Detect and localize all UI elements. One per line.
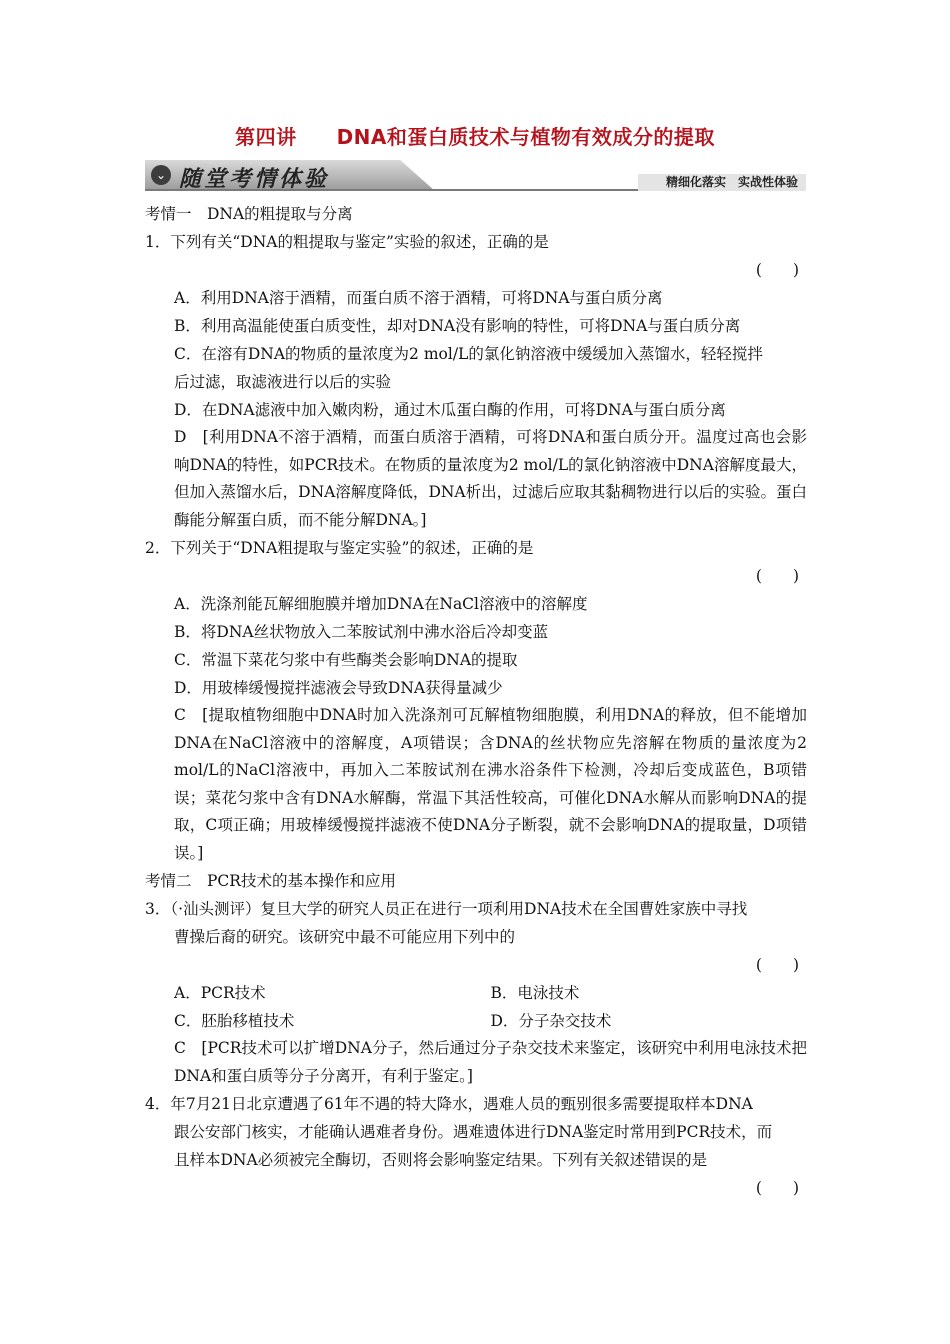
answer-explanation: D [利用DNA不溶于酒精，而蛋白质溶于酒精，可将DNA和蛋白质分开。温度过高也会影响DNA的特性，如PCR技术。在物质的量浓度为2 mol/L的氯化钠溶液中DNA溶解度最大，但加入蒸馏水后，DNA溶解度降低，DNA析出，过滤后应取其黏稠物进行以后的实验。蛋白酶能分解蛋白质，而不能分解DNA。] — [174, 428, 807, 529]
page-title — [0, 121, 950, 150]
answer-explanation: C [PCR技术可以扩增DNA分子，然后通过分子杂交技术来鉴定，该研究中利用电泳技术把DNA和蛋白质等分子分离开，有利于鉴定。] — [174, 1039, 807, 1085]
question-stem: 2．下列关于“DNA粗提取与鉴定实验”的叙述，正确的是 — [145, 539, 534, 557]
option: D．用玻棒缓慢搅拌滤液会导致DNA获得量减少 — [174, 679, 503, 697]
option: 后过滤，取滤液进行以后的实验 — [174, 373, 392, 391]
section-banner — [145, 160, 806, 193]
lecture-number: 第四讲 — [235, 125, 297, 149]
answer-blank: ( ) — [755, 1179, 799, 1197]
option: D．分子杂交技术 — [490, 1012, 612, 1030]
option: D．在DNA滤液中加入嫩肉粉，通过木瓜蛋白酶的作用，可将DNA与蛋白质分离 — [174, 401, 726, 419]
question-stem: 4．年7月21日北京遭遇了61年不遇的特大降水，遇难人员的甄别很多需要提取样本DNA — [145, 1095, 753, 1113]
option: C．在溶有DNA的物质的量浓度为2 mol/L的氯化钠溶液中缓缓加入蒸馏水，轻轻搅拌 — [174, 345, 763, 363]
question-stem-cont: 且样本DNA必须被完全酶切，否则将会影响鉴定结果。下列有关叙述错误的是 — [174, 1151, 708, 1169]
chevron-down-icon: ⌄ — [151, 165, 171, 185]
option: C．胚胎移植技术 — [174, 1012, 295, 1030]
answer-explanation: C [提取植物细胞中DNA时加入洗涤剂可瓦解植物细胞膜，利用DNA的释放，但不能增加DNA在NaCl溶液中的溶解度，A项错误；含DNA的丝状物应先溶解在物质的量浓度为2 mol/L的NaCl溶液中，再加入二苯胺试剂在沸水浴条件下检测，冷却后变成蓝色，B项错误；菜花匀浆中含有DNA水解酶，常温下其活性较高，可催化DNA水解从而影响DNA的提取，C项正确；用玻棒缓慢搅拌滤液不使DNA分子断裂，就不会影响DNA的提取量，D项错误。] — [174, 706, 807, 862]
option: C．常温下菜花匀浆中有些酶类会影响DNA的提取 — [174, 651, 518, 669]
option-row — [145, 1007, 807, 1035]
option-row — [145, 979, 807, 1007]
option: B．利用高温能使蛋白质变性，却对DNA没有影响的特性，可将DNA与蛋白质分离 — [174, 317, 741, 335]
question-stem: 3．（·汕头测评）复旦大学的研究人员正在进行一项利用DNA技术在全国曹姓家族中寻找 — [145, 900, 748, 918]
answer-blank: ( ) — [755, 567, 799, 585]
option: A．洗涤剂能瓦解细胞膜并增加DNA在NaCl溶液中的溶解度 — [174, 595, 588, 613]
banner-subtitle: 精细化落实 实战性体验 — [638, 174, 806, 191]
section-heading: 考情一 DNA的粗提取与分离 — [145, 205, 353, 223]
question-stem-cont: 跟公安部门核实，才能确认遇难者身份。遇难遗体进行DNA鉴定时常用到PCR技术，而 — [174, 1123, 773, 1141]
question-stem-cont: 曹操后裔的研究。该研究中最不可能应用下列中的 — [174, 928, 516, 946]
lecture-topic: DNA和蛋白质技术与植物有效成分的提取 — [336, 125, 715, 149]
banner-title: 随堂考情体验 — [179, 167, 330, 192]
document-body — [145, 200, 807, 1202]
option: A．利用DNA溶于酒精，而蛋白质不溶于酒精，可将DNA与蛋白质分离 — [174, 289, 663, 307]
question-stem: 1．下列有关“DNA的粗提取与鉴定”实验的叙述，正确的是 — [145, 233, 549, 251]
section-heading: 考情二 PCR技术的基本操作和应用 — [145, 872, 396, 890]
option: B．将DNA丝状物放入二苯胺试剂中沸水浴后冷却变蓝 — [174, 623, 549, 641]
option: B．电泳技术 — [490, 984, 580, 1002]
answer-blank: ( ) — [755, 261, 799, 279]
answer-blank: ( ) — [755, 956, 799, 974]
option: A．PCR技术 — [174, 984, 266, 1002]
